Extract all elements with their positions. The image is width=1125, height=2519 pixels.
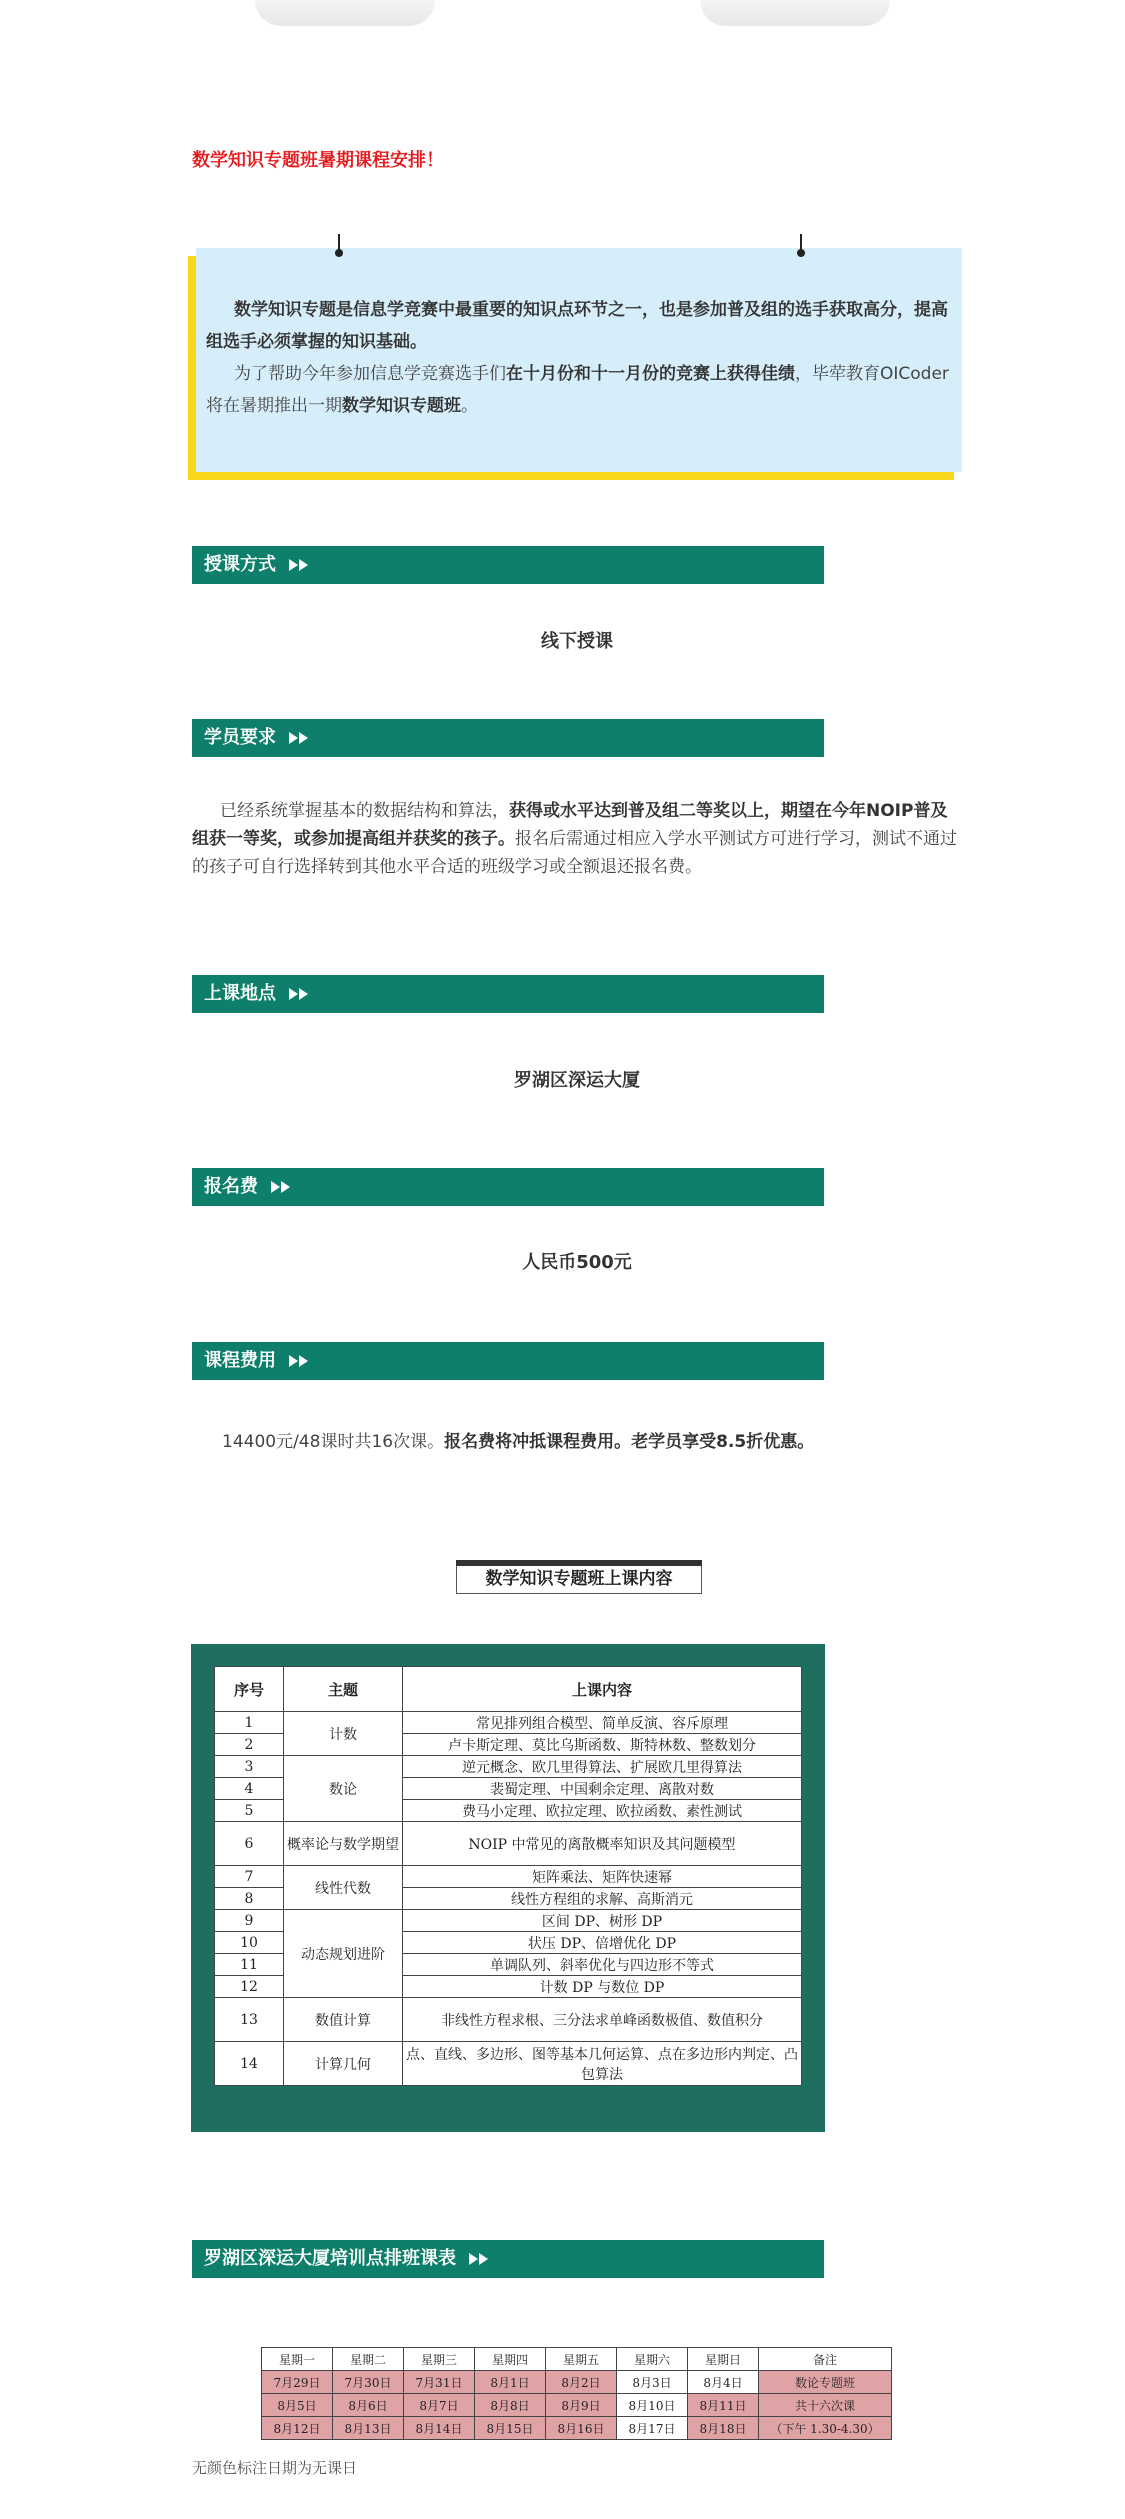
teaching-method-value: 线下授课 — [541, 631, 613, 652]
row-content: 常见排列组合模型、简单反演、容斥原理 — [403, 1712, 802, 1734]
row-topic: 概率论与数学期望 — [284, 1822, 403, 1866]
row-number: 12 — [215, 1976, 284, 1998]
class-date-cell: 8月18日 — [688, 2417, 759, 2440]
header-cloud-right — [700, 0, 890, 26]
schedule-table — [261, 2347, 892, 2440]
weekday-header: 星期四 — [475, 2348, 546, 2371]
schedule-header-row — [262, 2348, 892, 2371]
course-content-table — [214, 1666, 802, 2086]
row-topic: 数论 — [284, 1756, 403, 1822]
row-content: 区间 DP、树形 DP — [403, 1910, 802, 1932]
class-date-cell: 7月31日 — [404, 2371, 475, 2394]
intro-text: ，毕荦教育OICoder将在暑期推出一期 — [206, 364, 949, 416]
class-date-cell: 7月29日 — [262, 2371, 333, 2394]
section-heading-method — [192, 546, 824, 584]
section-heading-label: 学员要求 — [204, 727, 276, 748]
section-heading-label: 课程费用 — [204, 1350, 276, 1371]
section-heading-label: 罗湖区深运大厦培训点排班课表 — [204, 2248, 456, 2269]
no-class-date-cell: 8月4日 — [688, 2371, 759, 2394]
row-content: 逆元概念、欧几里得算法、扩展欧几里得算法 — [403, 1756, 802, 1778]
intro-paragraph — [206, 294, 951, 422]
row-number: 9 — [215, 1910, 284, 1932]
table-header-row — [215, 1667, 802, 1712]
double-arrow-icon — [270, 1176, 290, 1197]
double-arrow-icon — [288, 1350, 308, 1371]
class-date-cell: 7月30日 — [333, 2371, 404, 2394]
course-cost-text-plain: 14400元/48课时共16次课。 — [222, 1432, 445, 1452]
double-arrow-icon — [468, 2248, 488, 2269]
class-date-cell: 8月5日 — [262, 2394, 333, 2417]
row-content: 点、直线、多边形、图等基本几何运算、点在多边形内判定、凸包算法 — [403, 2042, 802, 2086]
table-row — [215, 1866, 802, 1888]
row-number: 3 — [215, 1756, 284, 1778]
double-arrow-icon — [288, 727, 308, 748]
intro-text-bold: 数学知识专题班 — [342, 396, 461, 416]
double-arrow-icon — [288, 554, 308, 575]
remark-cell: （下午 1.30-4.30） — [759, 2417, 892, 2440]
row-topic: 数值计算 — [284, 1998, 403, 2042]
class-date-cell: 8月11日 — [688, 2394, 759, 2417]
requirement-text: 报名后需通过相应入学水平测试方可进行学习，测试不通过的孩子可自行选择转到其他水平合适的班级学习或全额退还报名费。 — [192, 829, 957, 877]
class-date-cell: 8月7日 — [404, 2394, 475, 2417]
row-number: 1 — [215, 1712, 284, 1734]
requirement-text-bold: 获得或水平达到普及组二等奖以上，期望在今年NOIP普及组获一等奖，或参加提高组并获奖的孩子。 — [192, 801, 948, 849]
remark-header: 备注 — [759, 2348, 892, 2371]
no-class-date-cell: 8月3日 — [617, 2371, 688, 2394]
section-heading-cost — [192, 1342, 824, 1380]
class-date-cell: 8月13日 — [333, 2417, 404, 2440]
location-value: 罗湖区深运大厦 — [514, 1070, 640, 1091]
course-content-title-box — [456, 1554, 702, 1594]
class-date-cell: 8月8日 — [475, 2394, 546, 2417]
course-content-title: 数学知识专题班上课内容 — [456, 1560, 702, 1594]
intro-text: 。 — [461, 396, 478, 416]
row-number: 5 — [215, 1800, 284, 1822]
remark-cell: 数论专题班 — [759, 2371, 892, 2394]
table-row — [215, 2042, 802, 2086]
intro-note-box — [196, 248, 962, 472]
weekday-header: 星期一 — [262, 2348, 333, 2371]
row-content: 矩阵乘法、矩阵快速幂 — [403, 1866, 802, 1888]
row-content: 线性方程组的求解、高斯消元 — [403, 1888, 802, 1910]
row-number: 6 — [215, 1822, 284, 1866]
row-topic: 计算几何 — [284, 2042, 403, 2086]
row-content: 计数 DP 与数位 DP — [403, 1976, 802, 1998]
row-topic: 线性代数 — [284, 1866, 403, 1910]
section-heading-label: 报名费 — [204, 1176, 258, 1197]
row-number: 7 — [215, 1866, 284, 1888]
row-number: 13 — [215, 1998, 284, 2042]
course-content-frame — [191, 1644, 825, 2132]
section-heading-label: 授课方式 — [204, 554, 276, 575]
section-heading-fee — [192, 1168, 824, 1206]
class-date-cell: 8月12日 — [262, 2417, 333, 2440]
table-row — [215, 1756, 802, 1778]
table-row — [215, 1998, 802, 2042]
class-date-cell: 8月2日 — [546, 2371, 617, 2394]
row-number: 4 — [215, 1778, 284, 1800]
weekday-header: 星期三 — [404, 2348, 475, 2371]
weekday-header: 星期五 — [546, 2348, 617, 2371]
class-date-cell: 8月9日 — [546, 2394, 617, 2417]
registration-fee-value: 人民币500元 — [522, 1252, 632, 1273]
schedule-footnote: 无颜色标注日期为无课日 — [192, 2459, 358, 2477]
table-header: 序号 — [215, 1667, 284, 1712]
row-number: 10 — [215, 1932, 284, 1954]
row-content: 单调队列、斜率优化与四边形不等式 — [403, 1954, 802, 1976]
section-heading-requirement — [192, 719, 824, 757]
schedule-row — [262, 2394, 892, 2417]
section-heading-location — [192, 975, 824, 1013]
requirement-text: 已经系统掌握基本的数据结构和算法， — [220, 801, 509, 821]
row-topic: 计数 — [284, 1712, 403, 1756]
pin-icon — [800, 234, 802, 254]
schedule-row — [262, 2371, 892, 2394]
no-class-date-cell: 8月10日 — [617, 2394, 688, 2417]
no-class-date-cell: 8月17日 — [617, 2417, 688, 2440]
course-cost-text — [222, 1428, 962, 1456]
intro-text: 为了帮助今年参加信息学竞赛选手们 — [234, 364, 506, 384]
row-content: NOIP 中常见的离散概率知识及其问题模型 — [403, 1822, 802, 1866]
remark-cell: 共十六次课 — [759, 2394, 892, 2417]
header-cloud-left — [255, 0, 435, 26]
row-number: 11 — [215, 1954, 284, 1976]
row-content: 状压 DP、倍增优化 DP — [403, 1932, 802, 1954]
row-content: 卢卡斯定理、莫比乌斯函数、斯特林数、整数划分 — [403, 1734, 802, 1756]
weekday-header: 星期二 — [333, 2348, 404, 2371]
class-date-cell: 8月6日 — [333, 2394, 404, 2417]
table-header: 主题 — [284, 1667, 403, 1712]
course-cost-text-bold: 报名费将冲抵课程费用。老学员享受8.5折优惠。 — [444, 1432, 815, 1452]
table-row — [215, 1822, 802, 1866]
table-row — [215, 1712, 802, 1734]
row-content: 非线性方程求根、三分法求单峰函数极值、数值积分 — [403, 1998, 802, 2042]
row-number: 8 — [215, 1888, 284, 1910]
row-number: 2 — [215, 1734, 284, 1756]
weekday-header: 星期六 — [617, 2348, 688, 2371]
double-arrow-icon — [288, 983, 308, 1004]
table-row — [215, 1910, 802, 1932]
row-topic: 动态规划进阶 — [284, 1910, 403, 1998]
row-content: 费马小定理、欧拉定理、欧拉函数、素性测试 — [403, 1800, 802, 1822]
intro-text-bold: 数学知识专题是信息学竞赛中最重要的知识点环节之一，也是参加普及组的选手获取高分，提高组选手必须掌握的知识基础。 — [206, 300, 948, 352]
class-date-cell: 8月15日 — [475, 2417, 546, 2440]
class-date-cell: 8月16日 — [546, 2417, 617, 2440]
table-header: 上课内容 — [403, 1667, 802, 1712]
page-title: 数学知识专题班暑期课程安排！ — [192, 150, 444, 171]
row-content: 裴蜀定理、中国剩余定理、离散对数 — [403, 1778, 802, 1800]
section-heading-schedule — [192, 2240, 824, 2278]
section-heading-label: 上课地点 — [204, 983, 276, 1004]
pin-icon — [338, 234, 340, 254]
weekday-header: 星期日 — [688, 2348, 759, 2371]
intro-text-bold: 在十月份和十一月份的竞赛上获得佳绩 — [506, 364, 795, 384]
schedule-row — [262, 2417, 892, 2440]
row-number: 14 — [215, 2042, 284, 2086]
requirement-paragraph — [192, 797, 962, 881]
class-date-cell: 8月14日 — [404, 2417, 475, 2440]
class-date-cell: 8月1日 — [475, 2371, 546, 2394]
